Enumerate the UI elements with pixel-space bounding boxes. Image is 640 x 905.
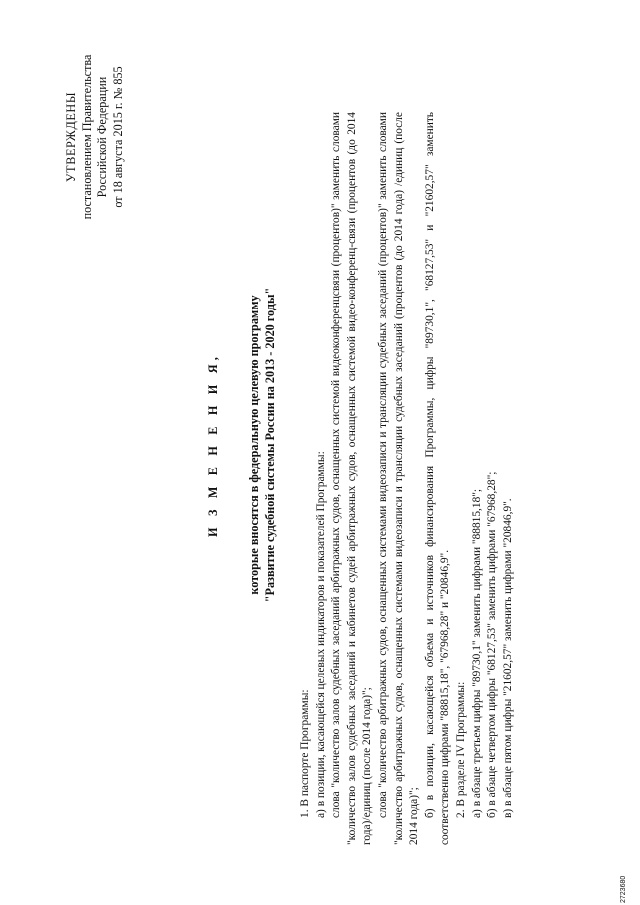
- paragraph: слова "количество залов судебных заседаний арбитражных судов, оснащенных системой видеоконференцсвязи (процентов)" заменить словами "количество залов судебных заседаний и кабинетов судей арбитражных судов, оснащенных системой видео-конференц-связи (процентов (до 2014 года)/единиц (после 2014 года)";: [330, 112, 374, 845]
- paragraph: б) в позиции, касающейся объема и источников финансирования Программы, цифры "89730,1", "68127,53" и "21602,57" заменить соответственно цифрами "88815,18", "67968,28" и "20846,9".: [423, 112, 452, 845]
- title-subline: которые вносятся в федеральную целевую программу: [247, 295, 262, 595]
- document-code: 2723680: [620, 875, 627, 903]
- paragraph: а) в абзаце третьем цифры "89730,1" заменить цифрами "88815,18";: [470, 488, 483, 818]
- approval-line: Российской Федерации: [95, 76, 110, 198]
- paragraph: в) в абзаце пятом цифры "21602,57" заменить цифрами "20846,9".: [501, 498, 514, 818]
- approval-date-line: от 18 августа 2015 г. № 855: [110, 66, 125, 208]
- paragraph: а) в позиции, касающейся целевых индикаторов и показателей Программы:: [314, 451, 327, 818]
- approval-stamp: [64, 17, 126, 257]
- document-title: [206, 185, 278, 705]
- paragraph: слова "количество арбитражных судов, оснащенных системами видеозаписи и трансляции судебных заседаний (процентов)" заменить словами "количество арбитражных судов, оснащенных системами видеозаписи и трансляции судебных заседаний (процентов (до 2014 года) /единиц (после 2014 года)";: [376, 112, 421, 845]
- document-body: [298, 112, 516, 845]
- title-heading: И З М Е Н Е Н И Я,: [206, 353, 220, 537]
- paragraph: 1. В паспорте Программы:: [299, 689, 311, 818]
- paragraph: б) в абзаце четвертом цифры "68127,53" заменить цифрами "67968,28";: [486, 471, 499, 818]
- title-program-name: "Развитие судебной системы России на 2013 - 2020 годы": [262, 287, 277, 603]
- approval-heading: УТВЕРЖДЕНЫ: [64, 91, 78, 183]
- paragraph: 2. В разделе IV Программы:: [454, 681, 467, 818]
- approval-line: постановлением Правительства: [79, 54, 94, 220]
